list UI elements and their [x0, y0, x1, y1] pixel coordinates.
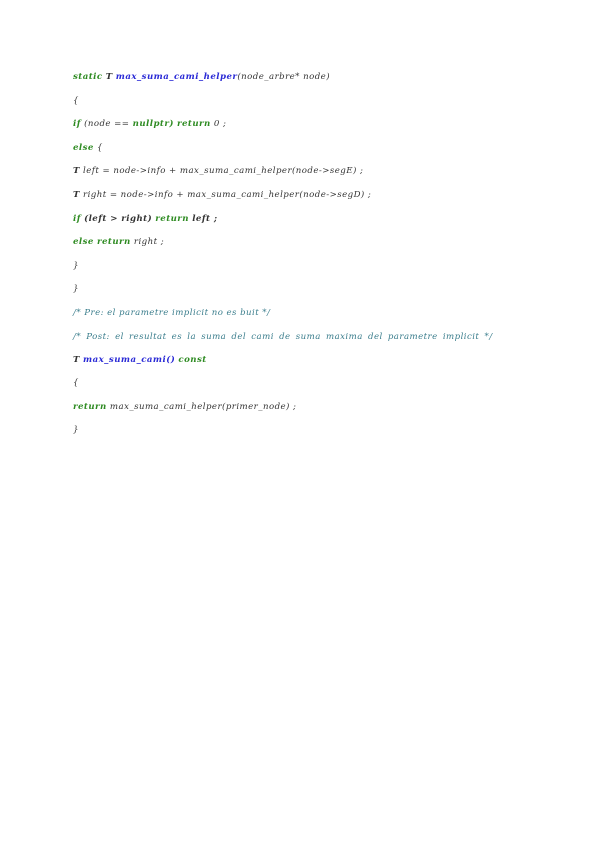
- code-line-open-brace: {: [73, 95, 79, 106]
- keyword-return: return: [155, 213, 189, 224]
- code-comment-pre: /* Pre: el parametre implicit no es buit */: [73, 307, 271, 318]
- code-line-function-signature: [73, 70, 543, 94]
- code-comment-post: /* Post: el resultat es la suma del cami de suma maxima del parametre implicit */: [73, 331, 493, 342]
- return-value: right ;: [133, 237, 165, 248]
- keyword-else: else: [73, 142, 94, 153]
- keyword-static: static: [73, 72, 103, 82]
- code-line-if-compare: [73, 212, 543, 236]
- keyword-return: return: [177, 119, 211, 130]
- code-line-close-brace: }: [73, 425, 79, 436]
- code-line-close-brace: }: [73, 260, 79, 271]
- type-name: T: [105, 72, 113, 82]
- condition-text: (left > right): [84, 213, 153, 224]
- parameter-list: (node_arbre* node): [237, 72, 331, 82]
- statement-text: left = node->info + max_suma_cami_helper(node->segE) ;: [83, 166, 364, 177]
- keyword-if: if: [73, 119, 81, 130]
- return-value: 0 ;: [213, 119, 227, 130]
- keyword-const: const: [178, 354, 207, 365]
- code-line-method-signature: [73, 353, 543, 377]
- statement-text: right = node->info + max_suma_cami_helper(node->segD) ;: [83, 189, 372, 200]
- code-line-close-brace: }: [73, 284, 79, 295]
- paren-text: (): [166, 354, 176, 365]
- brace-text: {: [97, 142, 103, 153]
- code-block: [73, 70, 543, 447]
- code-line-left: [73, 164, 543, 188]
- code-line-else-return: [73, 235, 543, 259]
- code-line-right: [73, 188, 543, 212]
- function-name: max_suma_cami: [83, 354, 167, 365]
- keyword-return: return: [97, 237, 131, 248]
- statement-text: max_suma_cami_helper(primer_node) ;: [109, 401, 297, 412]
- code-line-return-helper: [73, 400, 543, 424]
- keyword-if: if: [73, 213, 81, 224]
- code-line-open-brace: {: [73, 378, 79, 389]
- keyword-return: return: [73, 401, 107, 412]
- condition-text: (node ==: [84, 119, 130, 130]
- function-name: max_suma_cami_helper: [115, 72, 238, 82]
- code-line-else: [73, 141, 543, 165]
- keyword-nullptr: nullptr): [132, 119, 174, 130]
- code-line-if-null: [73, 117, 543, 141]
- keyword-else: else: [73, 237, 94, 248]
- return-value: left ;: [192, 213, 218, 224]
- type-name: T: [73, 354, 80, 365]
- type-name: T: [73, 189, 80, 200]
- type-name: T: [73, 166, 80, 177]
